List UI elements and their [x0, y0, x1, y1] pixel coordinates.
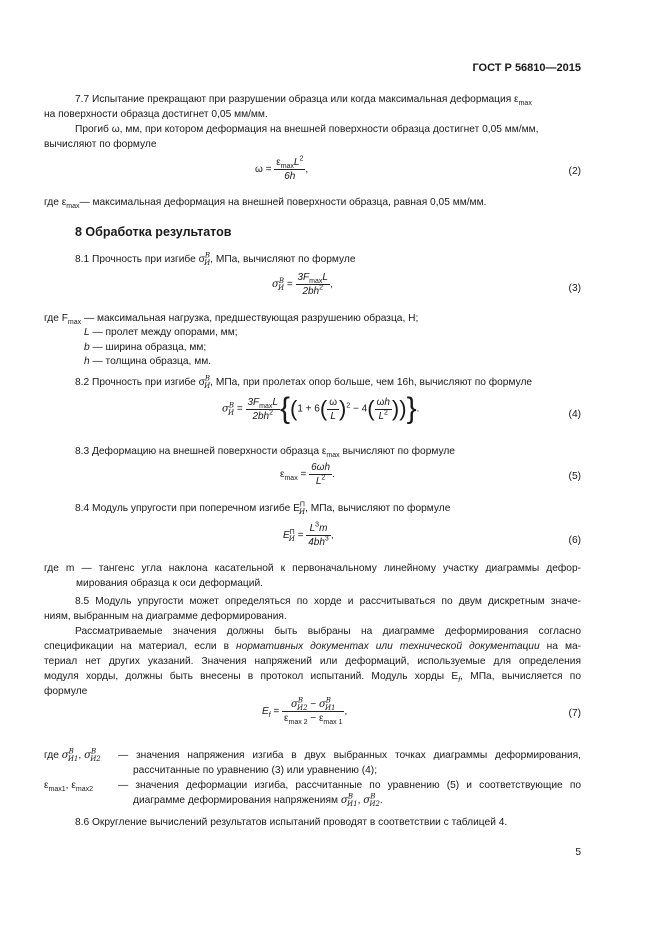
- where-sigma-line-1: — значения напряжения изгиба в двух выбранных точках диаграммы деформирования,: [118, 750, 581, 761]
- paragraph-considered-line-3: териал нет других указаний. Значения напряжений или деформаций, используемые для определения: [44, 656, 581, 667]
- where-l: L — пролет между опорами, мм;: [84, 327, 238, 338]
- formula-6: $E^П_И$ = $\frac{L^3m}{4bh^3}$ ,: [283, 521, 334, 548]
- paragraph-8-3: 8.3 Деформацию на внешней поверхности образца $\varepsilon_{max}$ вычисляют по формуле: [75, 446, 455, 460]
- formula-5-fraction: $\frac{6\omega h}{L^2}$: [311, 462, 331, 487]
- paragraph-8-2: 8.2 Прочность при изгибе $\sigma^В_И$, МПа, при пролетах опор больше, чем 16h, вычисляют по формуле: [75, 374, 533, 391]
- where-epsilon-line-1: — значения деформации изгиба, рассчитанные по уравнению (5) и соответствующие по: [118, 780, 581, 791]
- paragraph-8-5-line-1: 8.5 Модуль упругости может определяться по хорде и рассчитываться по двум дискретным значе-: [75, 596, 581, 607]
- formula-2: ω = $\frac{\varepsilon_{max}L^2}{6h}$ ,: [255, 155, 309, 182]
- paragraph-considered-line-1: Рассматриваемые значения должны быть выбраны на диаграмме деформирования согласно: [75, 626, 581, 637]
- where-m-line-1: где m — тангенс угла наклона касательной к первоначальному линейному участку диаграммы дефор-: [44, 563, 581, 574]
- paragraph-deflection-line-2: вычисляют по формуле: [44, 139, 157, 150]
- where-sigma-line-2: рассчитанные по уравнению (3) или уравнению (4);: [133, 765, 378, 776]
- where-f-max: где $F_{max}$ — максимальная нагрузка, предшествующая разрушению образца, Н;: [44, 313, 419, 327]
- where-sigma-label: где $\sigma^В_{И1}$, $\sigma^В_{И2}$: [44, 747, 101, 764]
- where-epsilon-max: где $\varepsilon_{max}—$ максимальная деформация на внешней поверхности образца, равная 0,05 мм/мм.: [44, 197, 487, 211]
- paragraph-7-7-line-2: на поверхности образца достигнет 0,05 мм/мм.: [44, 109, 268, 120]
- paragraph-8-5-line-2: ниям, выбранным на диаграмме деформирования.: [44, 611, 287, 622]
- paragraph-considered-line-5: формуле: [44, 686, 88, 697]
- formula-4: $\sigma^В_И$ = $\frac{3F_{max}L}{2bh^2}$ {(1 + 6( $\frac{\omega}{L}$ )$^2$ − 4( $\frac{\omega h}{L^2}$ ))}.: [222, 392, 420, 425]
- equation-number-5: (5): [568, 471, 581, 482]
- paragraph-deflection-line-1: Прогиб ω, мм, при котором деформация на внешней поверхности образца достигнет 0,05 мм/мм,: [75, 124, 539, 135]
- page-number: 5: [575, 847, 581, 858]
- formula-5: $\varepsilon_{max}$ = $\frac{6\omega h}{L^2}$ .: [280, 462, 335, 487]
- equation-number-4: (4): [568, 409, 581, 420]
- paragraph-considered-line-2: спецификации на материал, если в нормативных документах или технической документации на ма-: [44, 641, 582, 652]
- where-m-line-2: мирования образца к оси деформаций.: [76, 578, 263, 589]
- formula-6-fraction: $\frac{L^3m}{4bh^3}$: [308, 521, 329, 548]
- where-epsilon-line-2: диаграмме деформирования напряжениям $\sigma^В_{И1}$, $\sigma^В_{И2}$.: [133, 792, 383, 809]
- equation-number-6: (6): [568, 535, 581, 546]
- formula-3: $\sigma^В_И$ = $\frac{3F_{max}L}{2bh^2}$ ,: [272, 272, 333, 297]
- equation-number-2: (2): [568, 166, 581, 177]
- formula-3-fraction: $\frac{3F_{max}L}{2bh^2}$: [297, 272, 328, 297]
- paragraph-7-7-line-1: 7.7 Испытание прекращают при разрушении образца или когда максимальная деформация $\varepsilon_{max}$: [75, 94, 532, 108]
- formula-7: $E_f$ = $\frac{\sigma^В_{И2} - \sigma^В_{И1}}{\varepsilon_{max 2} - \varepsilon_{max 1}}$ ,: [262, 696, 348, 726]
- formula-2-fraction: $\frac{\varepsilon_{max}L^2}{6h}$: [276, 155, 304, 182]
- paragraph-8-6: 8.6 Округление вычислений результатов испытаний проводят в соответствии с таблицей 4.: [75, 817, 508, 828]
- equation-number-3: (3): [568, 283, 581, 294]
- where-h: h — толщина образца, мм.: [84, 356, 212, 367]
- equation-number-7: (7): [568, 708, 581, 719]
- paragraph-8-4: 8.4 Модуль упругости при поперечном изгибе $E^П_И$, МПа, вычисляют по формуле: [75, 501, 451, 517]
- where-epsilon-label: $\varepsilon_{max1}$, $\varepsilon_{max2}$: [44, 780, 93, 794]
- document-header: ГОСТ Р 56810—2015: [472, 62, 581, 74]
- paragraph-8-1: 8.1 Прочность при изгибе $\sigma^В_И$, МПа, вычисляют по формуле: [75, 251, 356, 268]
- where-b: b — ширина образца, мм;: [84, 342, 207, 353]
- section-8-title: 8 Обработка результатов: [75, 225, 232, 239]
- paragraph-considered-line-4: модуля хорды, должны быть внесены в протокол испытаний. Модуль хорды $E_f$, МПа, вычисляется по: [44, 671, 581, 685]
